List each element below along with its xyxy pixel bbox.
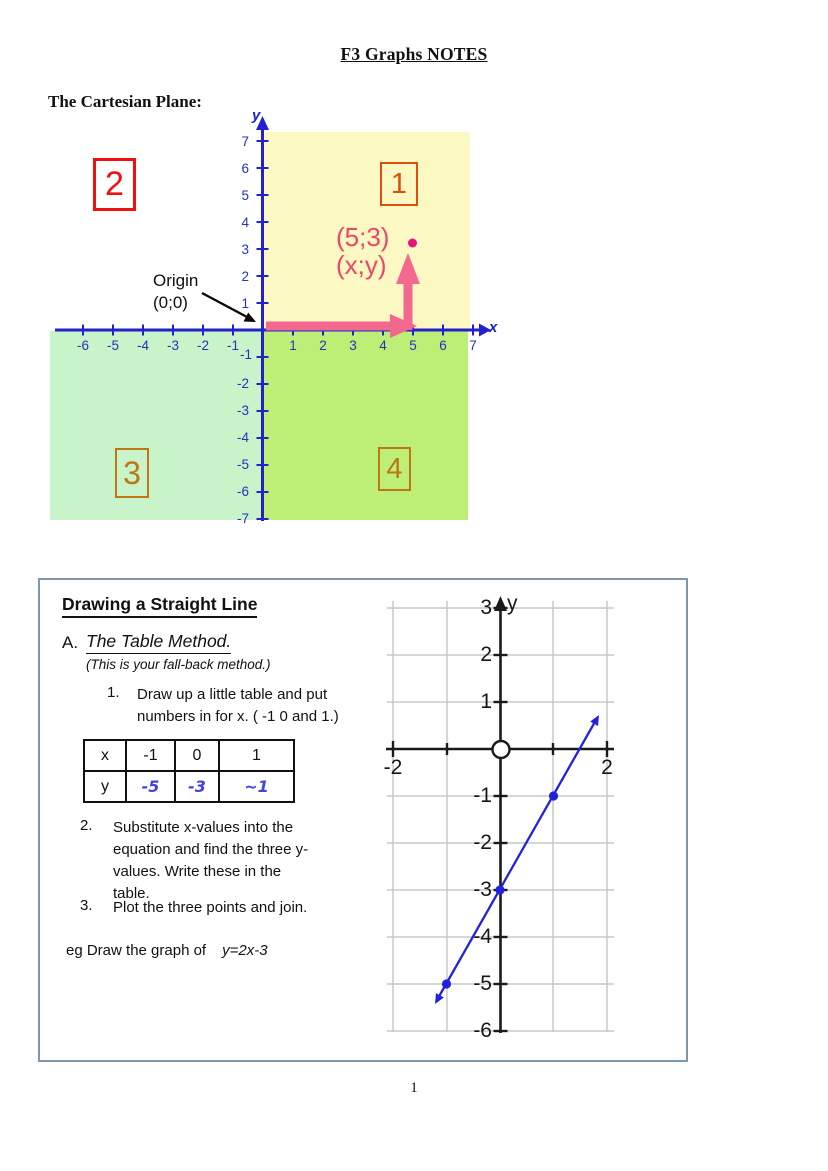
graph-y-axis-letter: y [507,592,518,615]
y-tick-label: 1 [241,296,249,311]
graph-y-tick: 2 [480,643,492,666]
origin-label-line2: (0;0) [153,293,188,312]
table-cell: x [84,740,126,771]
graph-y-tick: -4 [473,925,492,948]
x-tick-label: 6 [439,338,447,353]
x-tick-label: -3 [166,338,179,353]
step-3-number: 3. [80,897,93,914]
x-tick-label: -1 [226,338,239,353]
graph-y-tick: 1 [480,690,492,713]
x-tick-label: 5 [409,338,417,353]
graph-line-y-equals-2x-minus-3 [435,715,599,1004]
graph-x-tick: 2 [601,756,613,779]
x-tick-label: 7 [469,338,477,353]
y-tick-label: 3 [241,242,249,257]
y-tick-label: 7 [241,134,249,149]
y-tick-label: -2 [236,376,249,391]
x-tick-label: -5 [106,338,119,353]
handwritten-value: ~1 [219,771,294,802]
point-coordinates-label: (5;3) [336,222,390,252]
x-tick-label: -6 [76,338,89,353]
x-tick-label: 1 [289,338,297,353]
handwritten-value: -3 [175,771,219,802]
x-tick-label: 3 [349,338,357,353]
table-cell: -1 [126,740,175,771]
y-tick-label: -1 [239,347,252,362]
handwritten-value: -5 [126,771,175,802]
table-cell: y [84,771,126,802]
step-3-text: Plot the three points and join. [113,899,308,916]
step-2-text: Substitute x-values into the equation and find the three y- values. Write these in the table. [113,819,309,902]
y-tick-label: -4 [236,430,249,445]
graph-y-tick: -2 [473,831,492,854]
x-axis-letter: x [489,319,498,336]
method-note: (This is your fall-back method.) [86,657,271,672]
table-row-y [84,771,294,802]
graph-x-tick: -2 [383,756,403,779]
point-generic-label: (x;y) [336,250,387,280]
page-number: 1 [410,1080,418,1096]
y-tick-label: 2 [241,269,249,284]
x-tick-label: 4 [379,338,387,353]
example-equation: y=2x-3 [222,942,268,959]
y-tick-label: -6 [236,484,249,499]
xy-values-table [83,739,295,803]
quadrant-2-label: 2 [93,158,136,211]
cartesian-y-axis [256,116,269,521]
graph-y-tick: -3 [473,878,492,901]
y-tick-label: 6 [241,161,249,176]
table-row-x [84,740,294,771]
example-line [66,942,268,959]
origin-open-circle [493,741,510,758]
method-title: The Table Method. [86,631,231,654]
origin-label-line1: Origin [153,271,199,290]
y-tick-label: 4 [241,215,249,230]
graph-y-tick: 3 [480,596,492,619]
step-1-number: 1. [107,684,120,701]
x-tick-label: -2 [196,338,209,353]
x-tick-label: -4 [136,338,149,353]
quadrant-3-label: 3 [115,448,149,498]
graph-y-axis [494,596,507,1033]
graph-y-tick: -1 [473,784,492,807]
quadrant-1-label: 1 [380,162,418,206]
plotted-point-dot [408,239,417,248]
y-axis-letter: y [252,107,261,124]
section-heading: Drawing a Straight Line [62,594,257,618]
example-prefix: eg Draw the graph of [66,942,207,959]
y-tick-label: -7 [236,511,249,526]
x-tick-label: 2 [319,338,327,353]
quadrant-4-label: 4 [378,447,411,491]
step-2-number: 2. [80,817,93,834]
cartesian-heading: The Cartesian Plane: [48,92,202,111]
y-tick-label: -3 [236,403,249,418]
graph-y-tick: -5 [473,972,492,995]
y-tick-label: -5 [236,457,249,472]
pink-arrow-horizontal [266,314,417,338]
step-1-text: Draw up a little table and put numbers in for x. ( -1 0 and 1.) [137,686,339,725]
graph-y-tick: -6 [473,1019,492,1042]
table-cell: 1 [219,740,294,771]
y-tick-label: 5 [241,188,249,203]
table-cell: 0 [175,740,219,771]
item-letter: A. [62,633,79,652]
page-title: F3 Graphs NOTES [340,44,488,64]
